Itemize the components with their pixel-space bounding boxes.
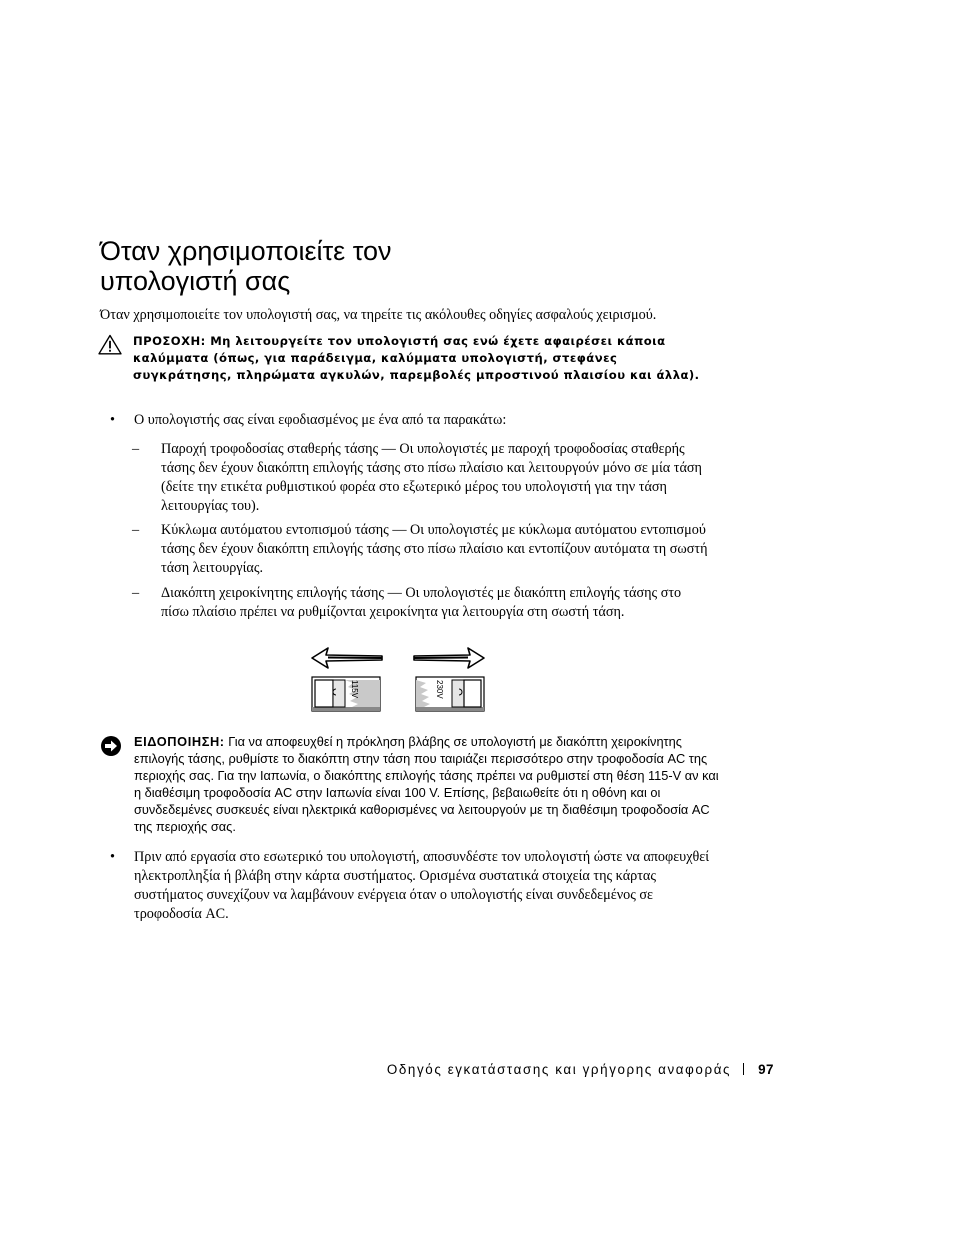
switch-115v [312,677,380,711]
sub-list-item-text: Παροχή τροφοδοσίας σταθερής τάσης — Οι υπολογιστές με παροχή τροφοδοσίας σταθερής τάσης δεν έχουν διακόπτη επιλογής τάσης στο πίσω πλαίσιο και λειτουργούν μόνο σε μία τάση (δείτε την ετικέτα ρυθμιστικού φορέα στο εξωτερικό μέρος του υπολογιστή για την τάση λειτουργίας του). [161,441,702,514]
list-item [110,411,720,430]
notice-label: ΕΙΔΟΠΟΙΗΣΗ: [134,734,225,749]
intro-paragraph: Όταν χρησιμοποιείτε τον υπολογιστή σας, να τηρείτε τις ακόλουθες οδηγίες ασφαλούς χειρισμού. [100,307,657,323]
caution-text: ΠΡΟΣΟΧΗ: Μη λειτουργείτε τον υπολογιστή σας ενώ έχετε αφαιρέσει κάποια καλύμματα (όπως, για παράδειγμα, καλύμματα υπολογιστή, στεφάνες συγκράτησης, πληρώματα αγκυλών, παρεμβολές μπροστινού πλαισίου και άλλα). [133,334,700,382]
notice-arrow-icon [100,735,122,757]
list-item-text: Ο υπολογιστής σας είναι εφοδιασμένος με ένα από τα παρακάτω: [134,412,507,428]
switch-label-115v: 115V [350,680,359,699]
sub-list-item-text: Κύκλωμα αυτόματου εντοπισμού τάσης — Οι υπολογιστές με κύκλωμα αυτόματου εντοπισμού τάσης δεν έχουν διακόπτη επιλογής τάσης στο πίσω πλαίσιο και εντοπίζουν αυτόματα τη σωστή τάση λειτουργίας. [161,522,708,576]
voltage-switch-illustration [308,645,490,715]
bullet-mark: • [110,849,115,865]
switch-230v [416,677,484,711]
list-item [110,848,710,924]
footer-title: Οδηγός εγκατάστασης και γρήγορης αναφοράς [386,1062,732,1077]
dash-mark: – [132,585,140,601]
dash-mark: – [132,441,140,457]
dash-mark: – [132,522,140,538]
page-number: 97 [758,1062,774,1077]
footer-separator [743,1063,744,1075]
page-title-line-2: υπολογιστή σας [100,266,291,296]
page-title-line-1: Όταν χρησιμοποιείτε τον [100,236,392,266]
sub-list-item [132,584,712,622]
sub-list-item-text: Διακόπτη χειροκίνητης επιλογής τάσης — Οι υπολογιστές με διακόπτη επιλογής τάσης στο πίσω πλαίσιο πρέπει να ρυθμίζονται χειροκίνητα για λειτουργία στη σωστή τάση. [161,585,682,620]
caution-block [98,333,718,384]
notice-block [100,734,720,835]
sub-list-item [132,440,712,516]
page-footer [387,1062,774,1077]
page-title [100,236,660,296]
right-arrow-icon [414,648,484,668]
warning-triangle-icon [98,334,122,355]
bullet-mark: • [110,412,115,428]
left-arrow-icon [312,648,382,668]
notice-text [134,734,720,835]
sub-list-item [132,521,712,578]
notice-body: Για να αποφευχθεί η πρόκληση βλάβης σε υπολογιστή με διακόπτη χειροκίνητης επιλογής τάσης, ρυθμίστε το διακόπτη στην τάση που ταιριάζει περισσότερο στην τροφοδοσία AC της περιοχής σας. Για την Ιαπωνία, ο διακόπτης επιλογής τάσης πρέπει να ρυθμιστεί στη θέση 115-V αν και η διαθέσιμη τροφοδοσία AC στην Ιαπωνία είναι 100 V. Επίσης, βεβαιωθείτε ότι η οθόνη και οι συνδεδεμένες συσκευές είναι ηλεκτρικά καθορισμένες να λειτουργούν με τη διαθέσιμη τροφοδοσία AC της περιοχής σας. [134,734,719,834]
switch-label-230v: 230V [435,680,444,699]
list-item-text: Πριν από εργασία στο εσωτερικό του υπολογιστή, αποσυνδέστε τον υπολογιστή ώστε να αποφευχθεί ηλεκτροπληξία ή βλάβη στην κάρτα συστήματος. Ορισμένα συστατικά στοιχεία της κάρτας συστήματος συνεχίζουν να λαμβάνουν ενέργεια όταν ο υπολογιστής είναι συνδεδεμένος σε τροφοδοσία AC. [134,849,710,922]
